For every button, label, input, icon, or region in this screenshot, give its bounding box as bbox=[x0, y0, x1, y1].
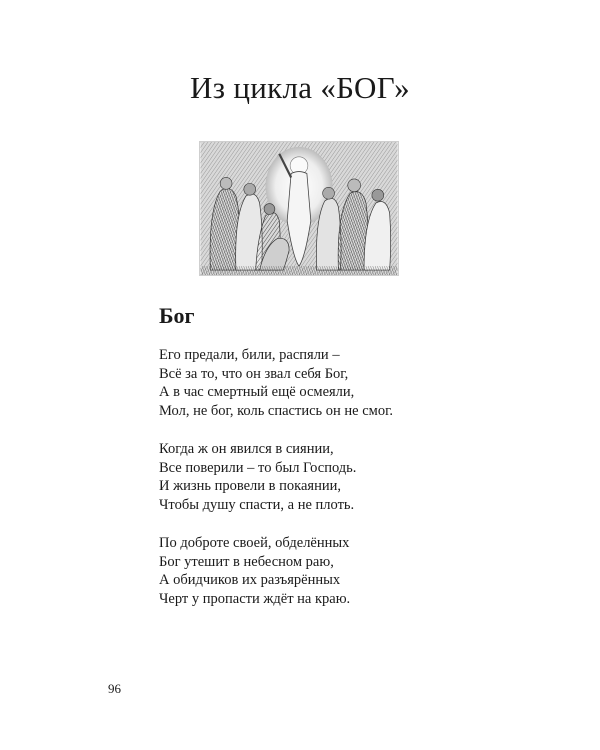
poem-title: Бог bbox=[159, 303, 195, 328]
poem-line: Чтобы душу спасти, а не плоть. bbox=[159, 496, 355, 513]
page-number: 96 bbox=[108, 681, 121, 696]
poem-line: Мол, не бог, коль спастись он не смог. bbox=[159, 402, 394, 419]
poem-line: И жизнь провели в покаянии, bbox=[159, 478, 341, 494]
poem-body bbox=[159, 346, 519, 628]
stanza-3 bbox=[159, 534, 519, 608]
engraving-illustration bbox=[199, 141, 399, 276]
poem-line: А в час смертный ещё осмеяли, bbox=[159, 384, 355, 400]
section-title: Из цикла «БОГ» bbox=[190, 70, 410, 105]
poem-line: Всё за то, что он звал себя Бог, bbox=[159, 365, 349, 382]
poem-line: Черт у пропасти ждёт на краю. bbox=[159, 590, 351, 607]
poem-line: Бог утешит в небесном раю, bbox=[159, 553, 334, 570]
poem-line: По доброте своей, обделённых bbox=[159, 535, 350, 551]
poem-line: Его предали, били, распяли – bbox=[159, 347, 340, 363]
stanza-2 bbox=[159, 440, 519, 514]
poem-line: А обидчиков их разъярённых bbox=[159, 572, 341, 588]
engraving-drawing bbox=[200, 142, 398, 275]
poem-line: Когда ж он явился в сиянии, bbox=[159, 441, 334, 457]
poem-line: Все поверили – то был Господь. bbox=[159, 459, 357, 476]
stanza-1 bbox=[159, 346, 519, 420]
